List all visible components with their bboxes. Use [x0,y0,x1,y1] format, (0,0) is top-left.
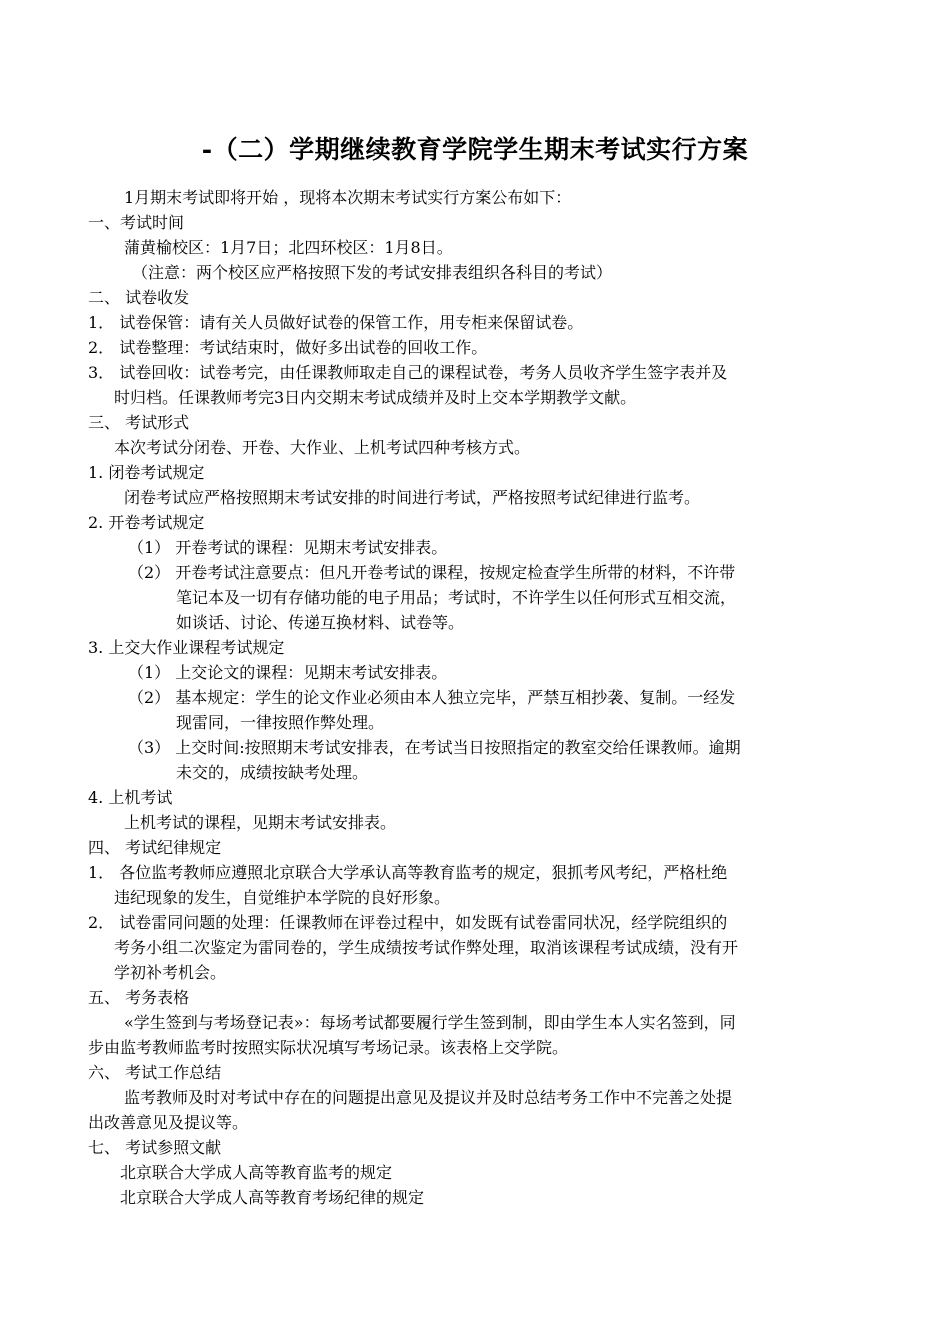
text-line: （2） 基本规定：学生的论文作业必须由本人独立完毕，严禁互相抄袭、复制。一经发 [128,688,736,707]
text-line: 六、 考试工作总结 [88,1063,222,1082]
text-line: 2． 试卷整理：考试结束时，做好多出试卷的回收工作。 [88,338,488,357]
text-line: 1． 各位监考教师应遵照北京联合大学承认高等教育监考的规定，狠抓考风考纪，严格杜绝 [88,863,728,882]
text-line: 上机考试的课程，见期末考试安排表。 [124,813,397,832]
text-line: 违纪现象的发生，自觉维护本学院的良好形象。 [114,888,451,907]
text-line: 时归档。任课教师考完3日内交期末考试成绩并及时上交本学期教学文献。 [114,388,637,407]
text-line: 北京联合大学成人高等教育监考的规定 [120,1163,393,1182]
text-line: 3． 试卷回收：试卷考完，由任课教师取走自己的课程试卷，考务人员收齐学生签字表并及 [88,363,728,382]
text-line: 学初补考机会。 [114,963,227,982]
text-line: 现雷同，一律按照作弊处理。 [176,713,385,732]
text-line: 二、 试卷收发 [88,288,190,307]
text-line: 1. 闭卷考试规定 [88,463,205,482]
text-line: 4. 上机考试 [88,788,173,807]
text-line: 三、 考试形式 [88,413,190,432]
text-line: 步由监考教师监考时按照实际状况填写考场记录。该表格上交学院。 [88,1038,569,1057]
text-line: 四、 考试纪律规定 [88,838,222,857]
text-line: 一、考试时间 [88,213,185,232]
text-line: 如谈话、讨论、传递互换材料、试卷等。 [176,613,465,632]
text-line: «学生签到与考场登记表»：每场考试都要履行学生签到制，即由学生本人实名签到，同 [124,1013,736,1032]
text-line: 出改善意见及提议等。 [88,1113,249,1132]
text-line: （1） 开卷考试的课程：见期末考试安排表。 [128,538,448,557]
text-line: 监考教师及时对考试中存在的问题提出意见及提议并及时总结考务工作中不完善之处提 [124,1088,733,1107]
text-line: （2） 开卷考试注意要点：但凡开卷考试的课程，按规定检查学生所带的材料，不许带 [128,563,736,582]
text-line: 笔记本及一切有存储功能的电子用品；考试时，不许学生以任何形式互相交流， [176,588,737,607]
text-line: 五、 考务表格 [88,988,190,1007]
text-line: 考务小组二次鉴定为雷同卷的，学生成绩按考试作弊处理，取消该课程考试成绩，没有开 [114,938,739,957]
text-line: 未交的，成绩按缺考处理。 [176,763,369,782]
document-title: -（二）学期继续教育学院学生期末考试实行方案 [201,135,749,164]
text-line: （1） 上交论文的课程：见期末考试安排表。 [128,663,448,682]
text-line: 北京联合大学成人高等教育考场纪律的规定 [120,1188,425,1207]
text-line: 2． 试卷雷同问题的处理：任课教师在评卷过程中，如发既有试卷雷同状况，经学院组织的 [88,913,728,932]
text-line: 1． 试卷保管：请有关人员做好试卷的保管工作，用专柜来保留试卷。 [88,313,584,332]
text-line: 1月期末考试即将开始 ，现将本次期末考试实行方案公布如下： [124,188,572,207]
text-line: （注意：两个校区应严格按照下发的考试安排表组织各科目的考试） [132,263,613,282]
text-line: 七、 考试参照文献 [88,1138,222,1157]
text-line: 蒲黄榆校区：1月7日；北四环校区：1月8日。 [124,238,453,257]
text-line: 本次考试分闭卷、开卷、大作业、上机考试四种考核方式。 [114,438,531,457]
text-line: 2. 开卷考试规定 [88,513,205,532]
text-line: （3） 上交时间:按照期末考试安排表，在考试当日按照指定的教室交给任课教师。逾期 [128,738,741,757]
text-line: 3. 上交大作业课程考试规定 [88,638,285,657]
text-line: 闭卷考试应严格按照期末考试安排的时间进行考试，严格按照考试纪律进行监考。 [124,488,701,507]
